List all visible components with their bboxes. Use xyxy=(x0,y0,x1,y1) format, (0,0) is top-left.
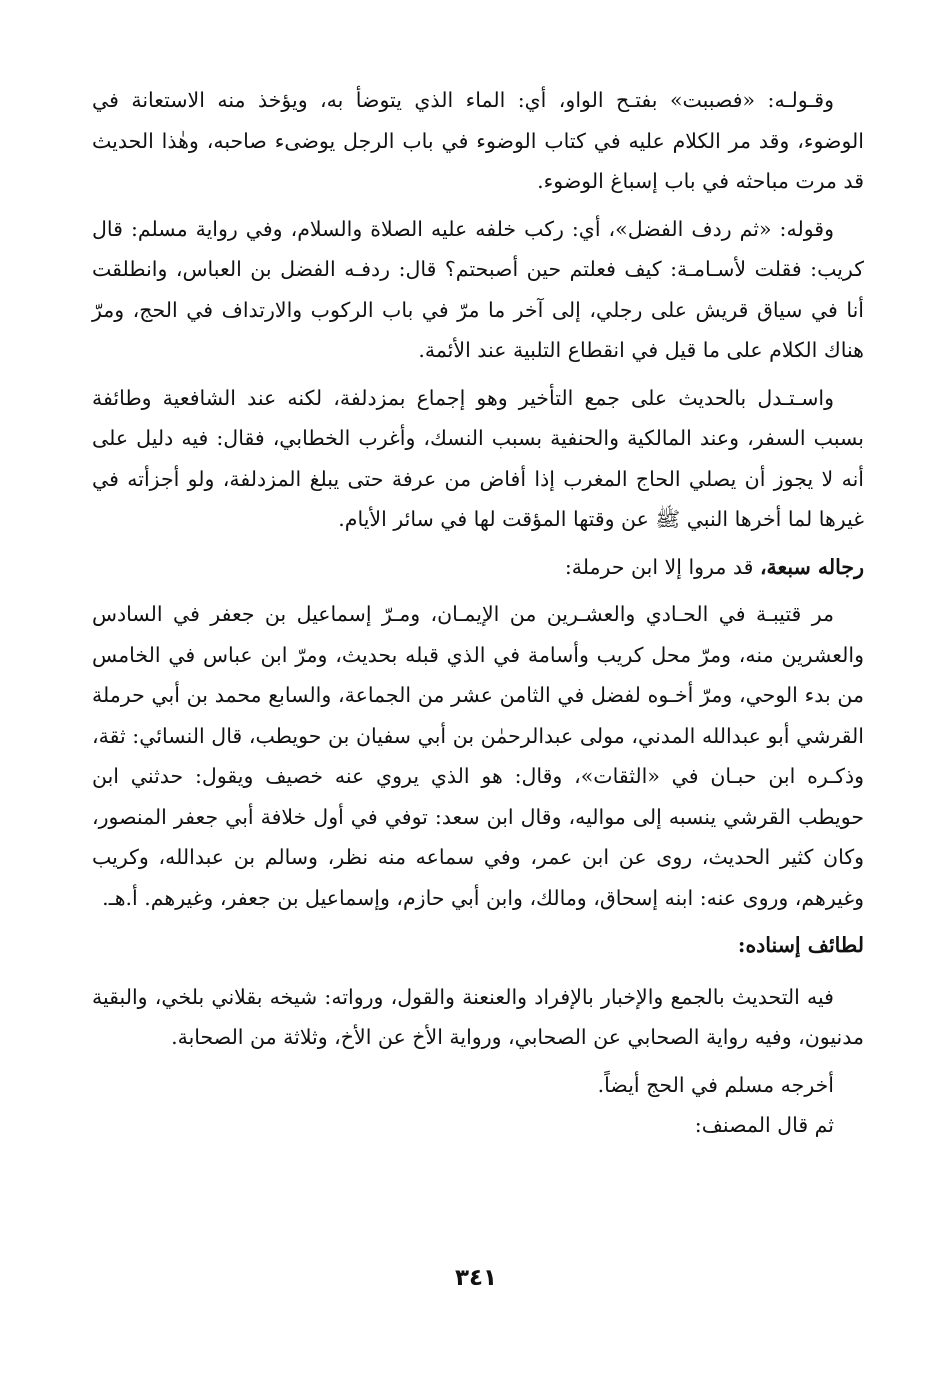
paragraph-radif-al-fadl: وقوله: «ثم ردف الفضل»، أي: ركب خلفه عليه الصلاة والسلام، وفي رواية مسلم: قال كريب: فقلت لأسـامـة: كيف فعلتم حين أصبحتم؟ قال: ردفـه الفضل بن العباس، وانطلقت أنا في سياق قريش على رجلي، إلى آخر ما مرّ في باب الركوب والارتداف في الحج، ومرّ هناك الكلام على ما قيل في انقطاع التلبية عند الأئمة. xyxy=(92,216,864,362)
paragraph-fasababt: وقـولـه: «فصببت» بفتـح الواو، أي: الماء الذي يتوضأ به، ويؤخذ منه الاستعانة في الوضوء، وقد مر الكلام عليه في كتاب الوضوء في باب الرجل يوضىء صاحبه، وهٰذا الحديث قد مرت مباحثه في باب إسباغ الوضوء. xyxy=(92,88,864,193)
page-number: ٣٤١ xyxy=(454,1265,498,1291)
paragraph-narrators-intro xyxy=(92,547,864,588)
paragraph-jam-al-takhir: واسـتـدل بالحديث على جمع التأخير وهو إجماع بمزدلفة، لكنه عند الشافعية وطائفة بسبب السفر، وعند المالكية والحنفية بسبب النسك، وأغرب الخطابي، فقال: فيه دليل على أنه لا يجوز أن يصلي الحاج المغرب إذا أفاض من عرفة حتى يبلغ المزدلفة، ولو أجزأته في غيرها لما أخرها النبي ﷺ عن وقتها المؤقت لها في سائر الأيام. xyxy=(92,385,864,531)
section-heading-lataif: لطائف إسناده: xyxy=(737,933,864,957)
paragraph-narrators-details: مر قتيبـة في الحـادي والعشـرين من الإيمـان، ومـرّ إسماعيل بن جعفر في السادس والعشرين منه، ومرّ محل كريب وأسامة في الذي قبله بحديث، ومرّ ابن عباس في الخامس من بدء الوحي، ومرّ أخـوه لفضل في الثامن عشر من الجماعة، والسابع محمد بن أبي حرملة القرشي أبو عبدالله المدني، مولى عبدالرحمٰن بن أبي سفيان بن حويطب، قال النسائي: ثقة، وذكـره ابن حبـان في «الثقات»، وقال: هو الذي يروي عنه خصيف ويقول: حدثني ابن حويطب القرشي ينسبه إلى مواليه، وقال ابن سعد: توفي في أول خلافة أبي جعفر المنصور، وكان كثير الحديث، روى عن ابن عمر، وفي سماعه منه نظر، وسالم بن عبدالله، وكريب وغيرهم، وروى عنه: ابنه إسحاق، ومالك، وابن أبي حازم، وإسماعيل بن جعفر، وغيرهم. أ.هـ. xyxy=(92,602,864,910)
narrators-intro-rest: قد مروا إلا ابن حرملة: xyxy=(564,554,760,579)
paragraph-takhrij: أخرجه مسلم في الحج أيضاً. xyxy=(597,1072,834,1097)
paragraph-isnad-notes: فيه التحديث بالجمع والإخبار بالإفراد والعنعنة والقول، ورواته: شيخه بقلاني بلخي، والبقية مدنيون، وفيه رواية الصحابي عن الصحابي، ورواية الأخ عن الأخ، وثلاثة من الصحابة. xyxy=(92,984,864,1049)
page-text-block xyxy=(92,80,864,1146)
narrators-count-label: رجاله سبعة، xyxy=(759,554,864,579)
paragraph-then-author-said: ثم قال المصنف: xyxy=(694,1113,834,1137)
